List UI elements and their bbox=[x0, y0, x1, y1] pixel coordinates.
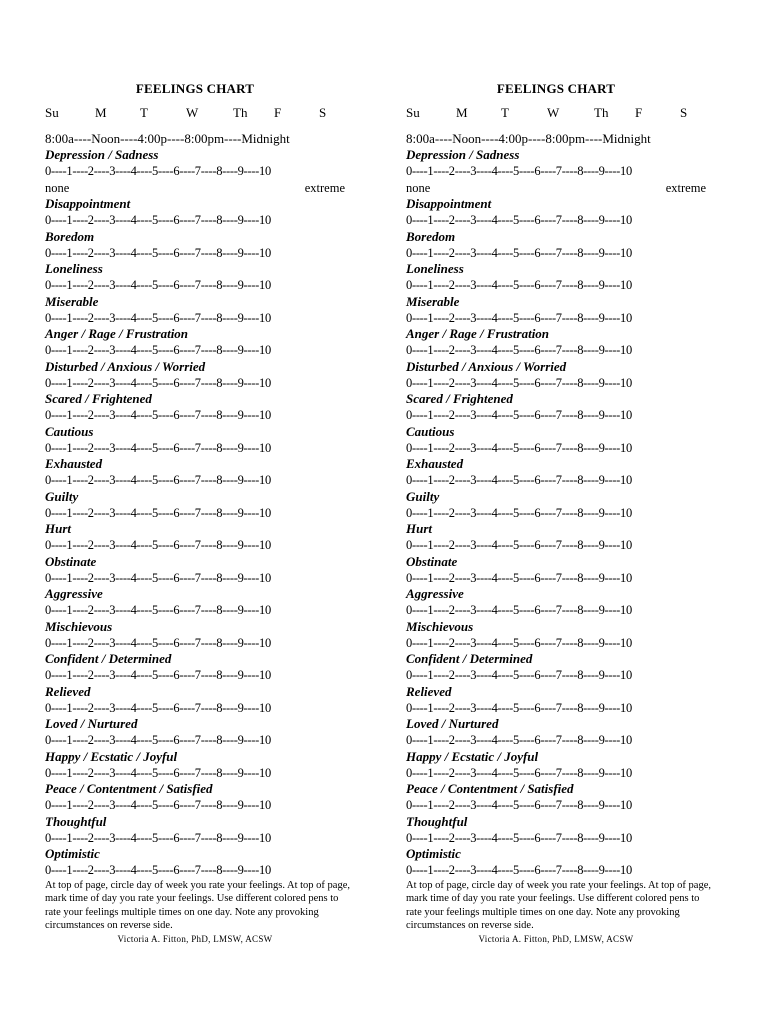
feelings-chart-left bbox=[45, 80, 350, 945]
feeling-label: Happy / Ecstatic / Joyful bbox=[406, 748, 539, 764]
day-of-week-row bbox=[406, 102, 706, 124]
feeling-label: Depression / Sadness bbox=[45, 147, 159, 162]
scale-high-label: extreme bbox=[665, 180, 706, 195]
feeling-label: Obstinate bbox=[45, 553, 97, 569]
feeling-label: Relieved bbox=[45, 683, 91, 699]
rating-scale[interactable]: 0----1----2----3----4----5----6----7----8----9----10 bbox=[406, 668, 632, 682]
day-wednesday[interactable]: W bbox=[547, 105, 560, 120]
rating-scale[interactable]: 0----1----2----3----4----5----6----7----8----9----10 bbox=[406, 765, 632, 780]
rating-scale[interactable]: 0----1----2----3----4----5----6----7----8----9----10 bbox=[45, 278, 271, 292]
rating-scale[interactable]: 0----1----2----3----4----5----6----7----8----9----10 bbox=[45, 570, 271, 585]
rating-scale[interactable]: 0----1----2----3----4----5----6----7----8----9----10 bbox=[45, 440, 271, 455]
feeling-label: Relieved bbox=[406, 683, 452, 699]
feelings-chart-right bbox=[406, 80, 711, 945]
day-monday[interactable]: M bbox=[456, 105, 468, 120]
rating-scale[interactable]: 0----1----2----3----4----5----6----7----8----9----10 bbox=[406, 863, 632, 877]
feeling-label: Thoughtful bbox=[406, 813, 468, 829]
day-tuesday[interactable]: T bbox=[140, 105, 148, 120]
scale-high-label: extreme bbox=[304, 180, 345, 195]
feeling-label: Guilty bbox=[45, 488, 79, 504]
feeling-label: Anger / Rage / Frustration bbox=[406, 326, 550, 341]
rating-scale[interactable]: 0----1----2----3----4----5----6----7----8----9----10 bbox=[45, 343, 271, 357]
rating-scale[interactable]: 0----1----2----3----4----5----6----7----8----9----10 bbox=[45, 798, 271, 812]
rating-scale[interactable]: 0----1----2----3----4----5----6----7----8----9----10 bbox=[45, 635, 271, 650]
time-of-day-scale[interactable]: 8:00a----Noon----4:00p----8:00pm----Midnight bbox=[45, 131, 290, 146]
rating-scale[interactable]: 0----1----2----3----4----5----6----7----8----9----10 bbox=[45, 245, 271, 260]
scale-low-label: none bbox=[406, 180, 431, 195]
feeling-label: Cautious bbox=[406, 423, 455, 439]
feeling-label: Peace / Contentment / Satisfied bbox=[406, 781, 574, 796]
rating-scale[interactable]: 0----1----2----3----4----5----6----7----8----9----10 bbox=[45, 830, 271, 845]
feeling-label: Miserable bbox=[45, 293, 99, 309]
feeling-label: Loved / Nurtured bbox=[406, 716, 499, 731]
feeling-label: Happy / Ecstatic / Joyful bbox=[45, 748, 178, 764]
feeling-label: Exhausted bbox=[406, 456, 464, 471]
rating-scale[interactable]: 0----1----2----3----4----5----6----7----8----9----10 bbox=[45, 408, 271, 422]
rating-scale[interactable]: 0----1----2----3----4----5----6----7----8----9----10 bbox=[406, 310, 632, 325]
author-credit: Victoria A. Fitton, PhD, LMSW, ACSW bbox=[117, 933, 273, 944]
feeling-label: Hurt bbox=[45, 521, 72, 536]
rating-scale[interactable]: 0----1----2----3----4----5----6----7----8----9----10 bbox=[406, 213, 632, 227]
feeling-label: Hurt bbox=[406, 521, 433, 536]
feeling-label: Scared / Frightened bbox=[406, 391, 513, 406]
rating-scale[interactable]: 0----1----2----3----4----5----6----7----8----9----10 bbox=[406, 164, 632, 178]
day-thursday[interactable]: Th bbox=[594, 105, 609, 120]
rating-scale[interactable]: 0----1----2----3----4----5----6----7----8----9----10 bbox=[406, 733, 632, 747]
rating-scale[interactable]: 0----1----2----3----4----5----6----7----8----9----10 bbox=[45, 164, 271, 178]
feeling-label: Depression / Sadness bbox=[406, 147, 520, 162]
rating-scale[interactable]: 0----1----2----3----4----5----6----7----8----9----10 bbox=[406, 473, 632, 487]
rating-scale[interactable]: 0----1----2----3----4----5----6----7----8----9----10 bbox=[45, 765, 271, 780]
feeling-label: Confident / Determined bbox=[45, 651, 172, 666]
rating-scale[interactable]: 0----1----2----3----4----5----6----7----8----9----10 bbox=[45, 310, 271, 325]
feeling-label: Disturbed / Anxious / Worried bbox=[406, 358, 567, 374]
feeling-label: Disturbed / Anxious / Worried bbox=[45, 358, 206, 374]
feeling-label: Loneliness bbox=[406, 261, 464, 276]
rating-scale[interactable]: 0----1----2----3----4----5----6----7----8----9----10 bbox=[406, 570, 632, 585]
rating-scale[interactable]: 0----1----2----3----4----5----6----7----8----9----10 bbox=[406, 505, 632, 520]
feeling-label: Exhausted bbox=[45, 456, 103, 471]
rating-scale[interactable]: 0----1----2----3----4----5----6----7----8----9----10 bbox=[406, 408, 632, 422]
feeling-label: Disappointment bbox=[406, 196, 492, 211]
feeling-label: Optimistic bbox=[45, 846, 100, 861]
feeling-label: Optimistic bbox=[406, 846, 461, 861]
rating-scale[interactable]: 0----1----2----3----4----5----6----7----8----9----10 bbox=[406, 830, 632, 845]
rating-scale[interactable]: 0----1----2----3----4----5----6----7----8----9----10 bbox=[406, 538, 632, 552]
feeling-label: Aggressive bbox=[45, 586, 103, 601]
feeling-label: Thoughtful bbox=[45, 813, 107, 829]
rating-scale[interactable]: 0----1----2----3----4----5----6----7----8----9----10 bbox=[45, 538, 271, 552]
feeling-label: Confident / Determined bbox=[406, 651, 533, 666]
feeling-label: Loved / Nurtured bbox=[45, 716, 138, 731]
instructions-text: At top of page, circle day of week you rate your feelings. At top of page, mark time of day you rate your feelings. Use different colored pens to rate your feelings multiple times on one day. Note any provoking circumstances on reverse side. bbox=[406, 879, 711, 931]
feeling-label: Disappointment bbox=[45, 196, 131, 211]
scale-low-label: none bbox=[45, 180, 70, 195]
rating-scale[interactable]: 0----1----2----3----4----5----6----7----8----9----10 bbox=[45, 213, 271, 227]
rating-scale[interactable]: 0----1----2----3----4----5----6----7----8----9----10 bbox=[45, 473, 271, 487]
feeling-label: Guilty bbox=[406, 488, 440, 504]
author-credit: Victoria A. Fitton, PhD, LMSW, ACSW bbox=[478, 933, 634, 944]
rating-scale[interactable]: 0----1----2----3----4----5----6----7----8----9----10 bbox=[406, 635, 632, 650]
rating-scale[interactable]: 0----1----2----3----4----5----6----7----8----9----10 bbox=[406, 375, 632, 390]
rating-scale[interactable]: 0----1----2----3----4----5----6----7----8----9----10 bbox=[45, 668, 271, 682]
feeling-label: Obstinate bbox=[406, 553, 458, 569]
day-sunday[interactable]: Su bbox=[45, 105, 59, 120]
rating-scale[interactable]: 0----1----2----3----4----5----6----7----8----9----10 bbox=[45, 733, 271, 747]
feeling-label: Cautious bbox=[45, 423, 94, 439]
day-friday[interactable]: F bbox=[274, 105, 282, 120]
rating-scale[interactable]: 0----1----2----3----4----5----6----7----8----9----10 bbox=[406, 245, 632, 260]
day-saturday[interactable]: S bbox=[680, 105, 688, 120]
rating-scale[interactable]: 0----1----2----3----4----5----6----7----8----9----10 bbox=[45, 863, 271, 877]
rating-scale[interactable]: 0----1----2----3----4----5----6----7----8----9----10 bbox=[406, 603, 632, 617]
day-friday[interactable]: F bbox=[635, 105, 643, 120]
day-sunday[interactable]: Su bbox=[406, 105, 420, 120]
feeling-label: Boredom bbox=[45, 228, 95, 244]
rating-scale[interactable]: 0----1----2----3----4----5----6----7----8----9----10 bbox=[45, 375, 271, 390]
rating-scale[interactable]: 0----1----2----3----4----5----6----7----8----9----10 bbox=[45, 603, 271, 617]
feeling-label: Loneliness bbox=[45, 261, 103, 276]
feeling-label: Mischievous bbox=[406, 618, 474, 634]
feeling-label: Scared / Frightened bbox=[45, 391, 152, 406]
instructions-text: At top of page, circle day of week you rate your feelings. At top of page, mark time of day you rate your feelings. Use different colored pens to rate your feelings multiple times on one day. Note any provoking circumstances on reverse side. bbox=[45, 879, 350, 931]
rating-scale[interactable]: 0----1----2----3----4----5----6----7----8----9----10 bbox=[45, 505, 271, 520]
chart-title: FEELINGS CHART bbox=[135, 81, 255, 96]
rating-scale[interactable]: 0----1----2----3----4----5----6----7----8----9----10 bbox=[406, 798, 632, 812]
rating-scale[interactable]: 0----1----2----3----4----5----6----7----8----9----10 bbox=[406, 343, 632, 357]
scale-end-labels bbox=[406, 180, 706, 197]
feeling-label: Peace / Contentment / Satisfied bbox=[45, 781, 213, 796]
feeling-label: Mischievous bbox=[45, 618, 113, 634]
day-thursday[interactable]: Th bbox=[233, 105, 248, 120]
feeling-label: Anger / Rage / Frustration bbox=[45, 326, 189, 341]
day-saturday[interactable]: S bbox=[319, 105, 327, 120]
feeling-label: Miserable bbox=[406, 293, 460, 309]
rating-scale[interactable]: 0----1----2----3----4----5----6----7----8----9----10 bbox=[406, 440, 632, 455]
scale-end-labels bbox=[45, 180, 345, 197]
chart-title: FEELINGS CHART bbox=[496, 81, 616, 96]
day-tuesday[interactable]: T bbox=[501, 105, 509, 120]
day-of-week-row bbox=[45, 102, 345, 124]
day-monday[interactable]: M bbox=[95, 105, 107, 120]
rating-scale[interactable]: 0----1----2----3----4----5----6----7----8----9----10 bbox=[406, 700, 632, 715]
feeling-label: Aggressive bbox=[406, 586, 464, 601]
day-wednesday[interactable]: W bbox=[186, 105, 199, 120]
time-of-day-scale[interactable]: 8:00a----Noon----4:00p----8:00pm----Midnight bbox=[406, 131, 651, 146]
rating-scale[interactable]: 0----1----2----3----4----5----6----7----8----9----10 bbox=[45, 700, 271, 715]
feeling-label: Boredom bbox=[406, 228, 456, 244]
rating-scale[interactable]: 0----1----2----3----4----5----6----7----8----9----10 bbox=[406, 278, 632, 292]
